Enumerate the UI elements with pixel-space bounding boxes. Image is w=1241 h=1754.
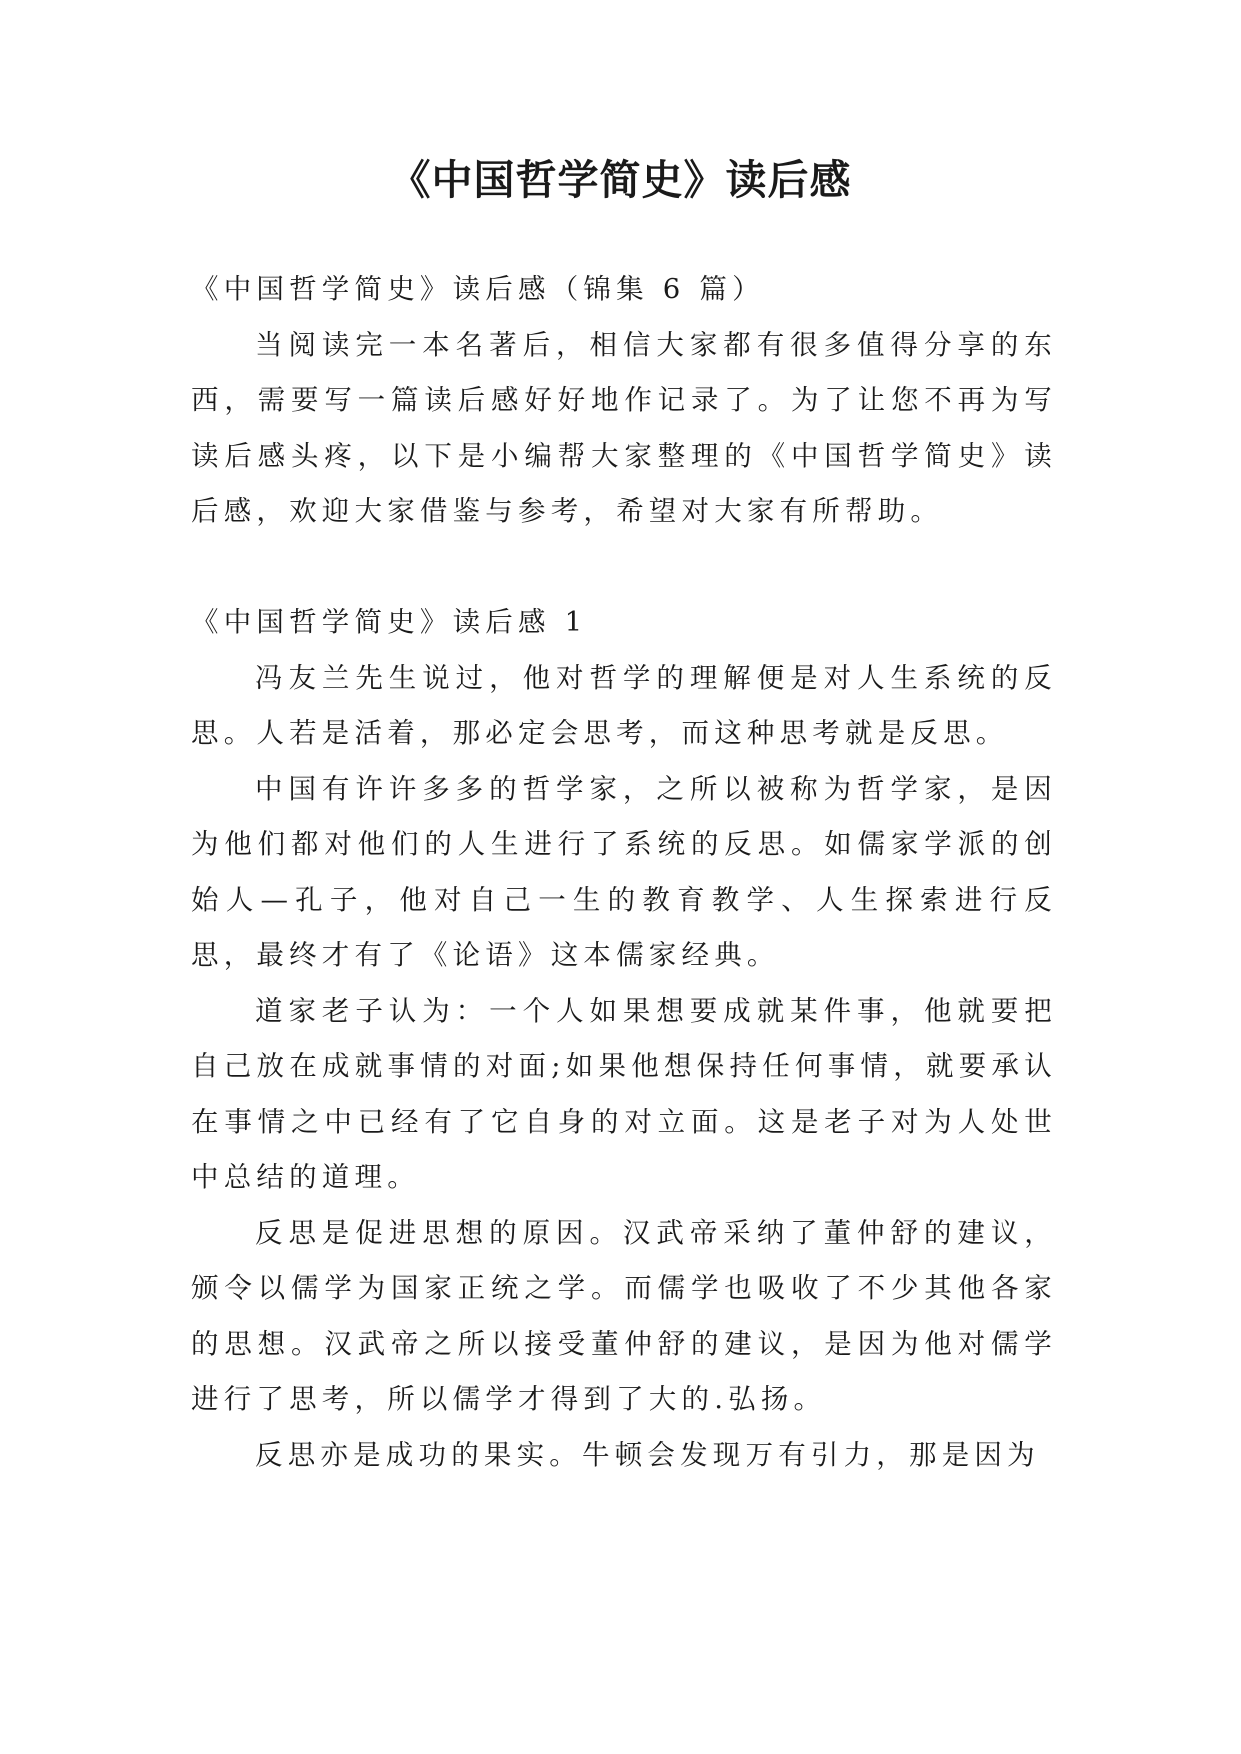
intro-paragraph: 当阅读完一本名著后，相信大家都有很多值得分享的东西，需要写一篇读后感好好地作记录了。为了让您不再为写读后感头疼，以下是小编帮大家整理的《中国哲学简史》读后感，欢迎大家借鉴与参考，希望对大家有所帮助。 (191, 328, 1057, 527)
document-title: 《中国哲学简史》读后感 (389, 156, 852, 204)
collection-heading: 《中国哲学简史》读后感（锦集 6 篇） (191, 273, 765, 305)
section-spacer (191, 540, 1057, 596)
body-paragraph: 反思是促进思想的原因。汉武帝采纳了董仲舒的建议，颁令以儒学为国家正统之学。而儒学也吸收了不少其他各家的思想。汉武帝之所以接受董仲舒的建议，是因为他对儒学进行了思考，所以儒学才得到了大的.弘扬。 (191, 1216, 1057, 1415)
body-paragraph: 中国有许许多多的哲学家，之所以被称为哲学家，是因为他们都对他们的人生进行了系统的反思。如儒家学派的创始人—孔子，他对自己一生的教育教学、人生探索进行反思，最终才有了《论语》这本儒家经典。 (191, 772, 1057, 971)
document-body (191, 262, 1057, 1483)
body-paragraph: 冯友兰先生说过，他对哲学的理解便是对人生系统的反思。人若是活着，那必定会思考，而这种思考就是反思。 (191, 661, 1057, 749)
body-paragraph: 反思亦是成功的果实。牛顿会发现万有引力，那是因为 (255, 1438, 1040, 1471)
body-paragraph: 道家老子认为：一个人如果想要成就某件事，他就要把自己放在成就事情的对面;如果他想保持任何事情，就要承认在事情之中已经有了它自身的对立面。这是老子对为人处世中总结的道理。 (191, 994, 1057, 1193)
section-heading: 《中国哲学简史》读后感 1 (191, 606, 588, 638)
